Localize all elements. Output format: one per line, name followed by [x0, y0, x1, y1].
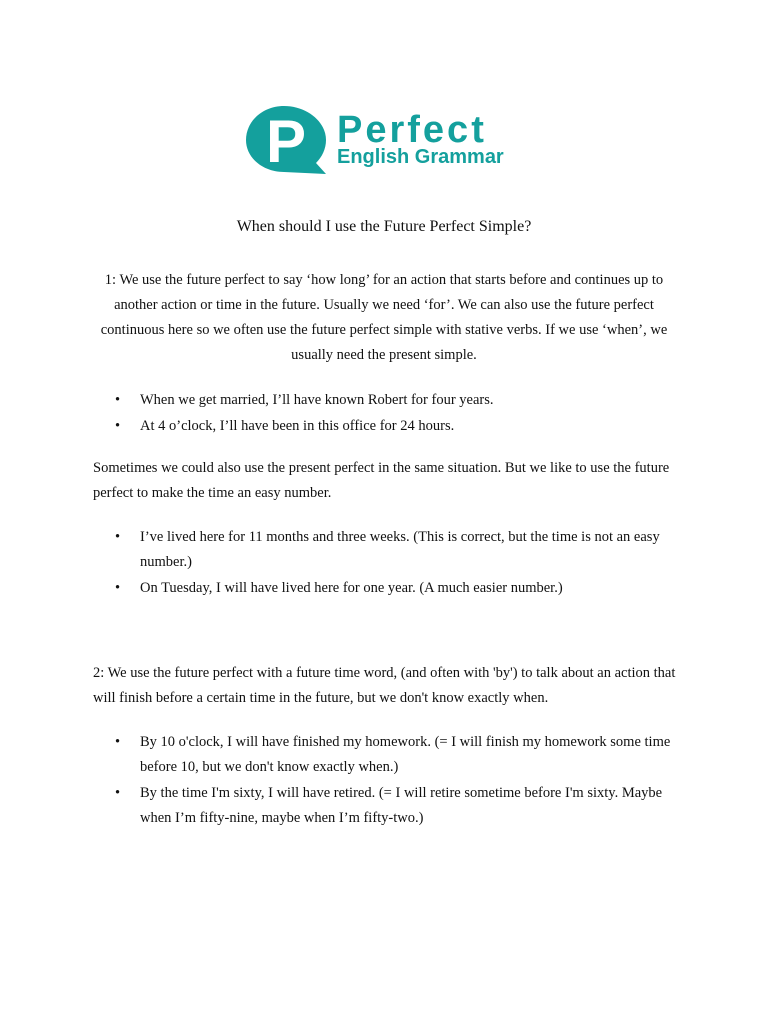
paragraph-1: 1: We use the future perfect to say ‘how long’ for an action that starts before and continues up to another action or time in the future. Usually we need ‘for’. We can also use the future perfect continuous here so we often use the future perfect simple with stative verbs. If we use ‘when’, we usually need the present simple.	[100, 272, 668, 363]
bullet-list-3	[93, 730, 693, 832]
bullet-icon: •	[115, 529, 121, 545]
logo-word-perfect: Perfect	[337, 109, 487, 151]
list-item: • By 10 o'clock, I will have finished my homework. (= I will finish my homework some time before 10, but we don't know exactly when.)	[93, 730, 693, 780]
perfect-english-grammar-logo	[244, 100, 534, 176]
paragraph-3: 2: We use the future perfect with a future time word, (and often with 'by') to talk about an action that will finish before a certain time in the future, but we don't know exactly when.	[93, 665, 676, 706]
logo-word-english-grammar: English Grammar	[337, 146, 504, 168]
logo-letter: P	[265, 108, 307, 175]
list-item: • When we get married, I’ll have known Robert for four years.	[93, 388, 693, 413]
list-item: • I’ve lived here for 11 months and three weeks. (This is correct, but the time is not an easy number.)	[93, 525, 683, 575]
bullet-list-2	[93, 525, 683, 602]
bullet-icon: •	[115, 785, 121, 801]
list-item: • On Tuesday, I will have lived here for one year. (A much easier number.)	[93, 576, 683, 601]
list-item: • By the time I'm sixty, I will have retired. (= I will retire sometime before I'm sixty. Maybe when I’m fifty-nine, maybe when I’m fifty-two.)	[93, 781, 693, 831]
bullet-icon: •	[115, 392, 121, 408]
bullet-icon: •	[115, 580, 121, 596]
list-item: • At 4 o’clock, I’ll have been in this office for 24 hours.	[93, 414, 693, 439]
bullet-icon: •	[115, 734, 121, 750]
paragraph-2: Sometimes we could also use the present perfect in the same situation. But we like to use the future perfect to make the time an easy number.	[93, 460, 670, 501]
bullet-list-1	[93, 388, 693, 440]
page-title: When should I use the Future Perfect Simple?	[236, 218, 532, 235]
bullet-icon: •	[115, 418, 121, 434]
